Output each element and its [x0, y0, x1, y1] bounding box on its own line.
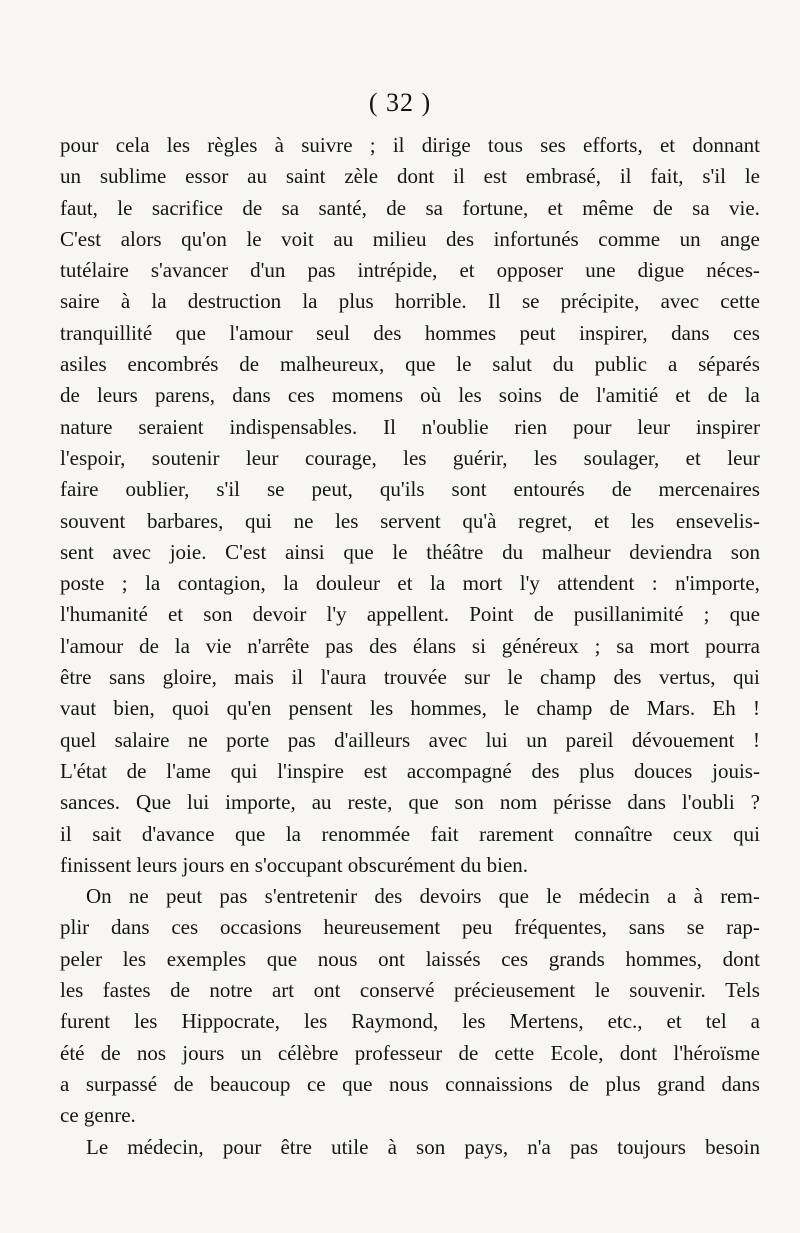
text-line: souvent barbares, qui ne les servent qu'à regret, et les ensevelis- [60, 508, 760, 533]
text-line: sances. Que lui importe, au reste, que son nom périsse dans l'oubli ? [60, 790, 760, 815]
text-line: plir dans ces occasions heureusement peu fréquentes, sans se rap- [60, 915, 760, 940]
text-line: un sublime essor au saint zèle dont il est embrasé, il fait, s'il le [60, 164, 760, 189]
text-line: ce genre. [60, 1103, 136, 1128]
body-text [60, 130, 760, 1163]
text-line: L'état de l'ame qui l'inspire est accompagné des plus douces jouis- [60, 758, 760, 783]
text-line: Le médecin, pour être utile à son pays, n'a pas toujours besoin [86, 1134, 760, 1159]
text-line: saire à la destruction la plus horrible. Il se précipite, avec cette [60, 289, 760, 314]
text-line: furent les Hippocrate, les Raymond, les Mertens, etc., et tel a [60, 1009, 760, 1034]
text-line: tranquillité que l'amour seul des hommes peut inspirer, dans ces [60, 320, 760, 345]
text-line: quel salaire ne porte pas d'ailleurs avec lui un pareil dévouement ! [60, 727, 760, 752]
text-line: faut, le sacrifice de sa santé, de sa fortune, et même de sa vie. [60, 195, 760, 220]
text-line: l'espoir, soutenir leur courage, les guérir, les soulager, et leur [60, 445, 760, 470]
text-line: peler les exemples que nous ont laissés ces grands hommes, dont [60, 946, 760, 971]
text-line: l'humanité et son devoir l'y appellent. Point de pusillanimité ; que [60, 602, 760, 627]
text-line: nature seraient indispensables. Il n'oublie rien pour leur inspirer [60, 414, 760, 439]
text-line: l'amour de la vie n'arrête pas des élans si généreux ; sa mort pourra [60, 633, 760, 658]
text-line: être sans gloire, mais il l'aura trouvée sur le champ des vertus, qui [60, 665, 760, 690]
text-line: tutélaire s'avancer d'un pas intrépide, et opposer une digue néces- [60, 258, 760, 283]
text-line: On ne peut pas s'entretenir des devoirs que le médecin a à rem- [86, 884, 760, 909]
text-line: asiles encombrés de malheureux, que le salut du public a séparés [60, 352, 760, 377]
text-line: il sait d'avance que la renommée fait rarement connaître ceux qui [60, 821, 760, 846]
text-line: les fastes de notre art ont conservé précieusement le souvenir. Tels [60, 978, 760, 1003]
text-line: de leurs parens, dans ces momens où les soins de l'amitié et de la [60, 383, 760, 408]
text-line: a surpassé de beaucoup ce que nous connaissions de plus grand dans [60, 1071, 760, 1096]
text-line: pour cela les règles à suivre ; il dirige tous ses efforts, et donnant [60, 133, 760, 157]
text-line: poste ; la contagion, la douleur et la mort l'y attendent : n'importe, [60, 571, 760, 596]
text-line: faire oublier, s'il se peut, qu'ils sont entourés de mercenaires [60, 477, 760, 502]
text-line: C'est alors qu'on le voit au milieu des infortunés comme un ange [60, 226, 760, 251]
page-number: ( 32 ) [368, 88, 432, 117]
text-line: vaut bien, quoi qu'en pensent les hommes, le champ de Mars. Eh ! [60, 696, 760, 721]
text-line: été de nos jours un célèbre professeur de cette Ecole, dont l'héroïsme [60, 1040, 760, 1065]
text-line: finissent leurs jours en s'occupant obscurément du bien. [60, 852, 529, 877]
text-line: sent avec joie. C'est ainsi que le théâtre du malheur deviendra son [60, 539, 760, 564]
